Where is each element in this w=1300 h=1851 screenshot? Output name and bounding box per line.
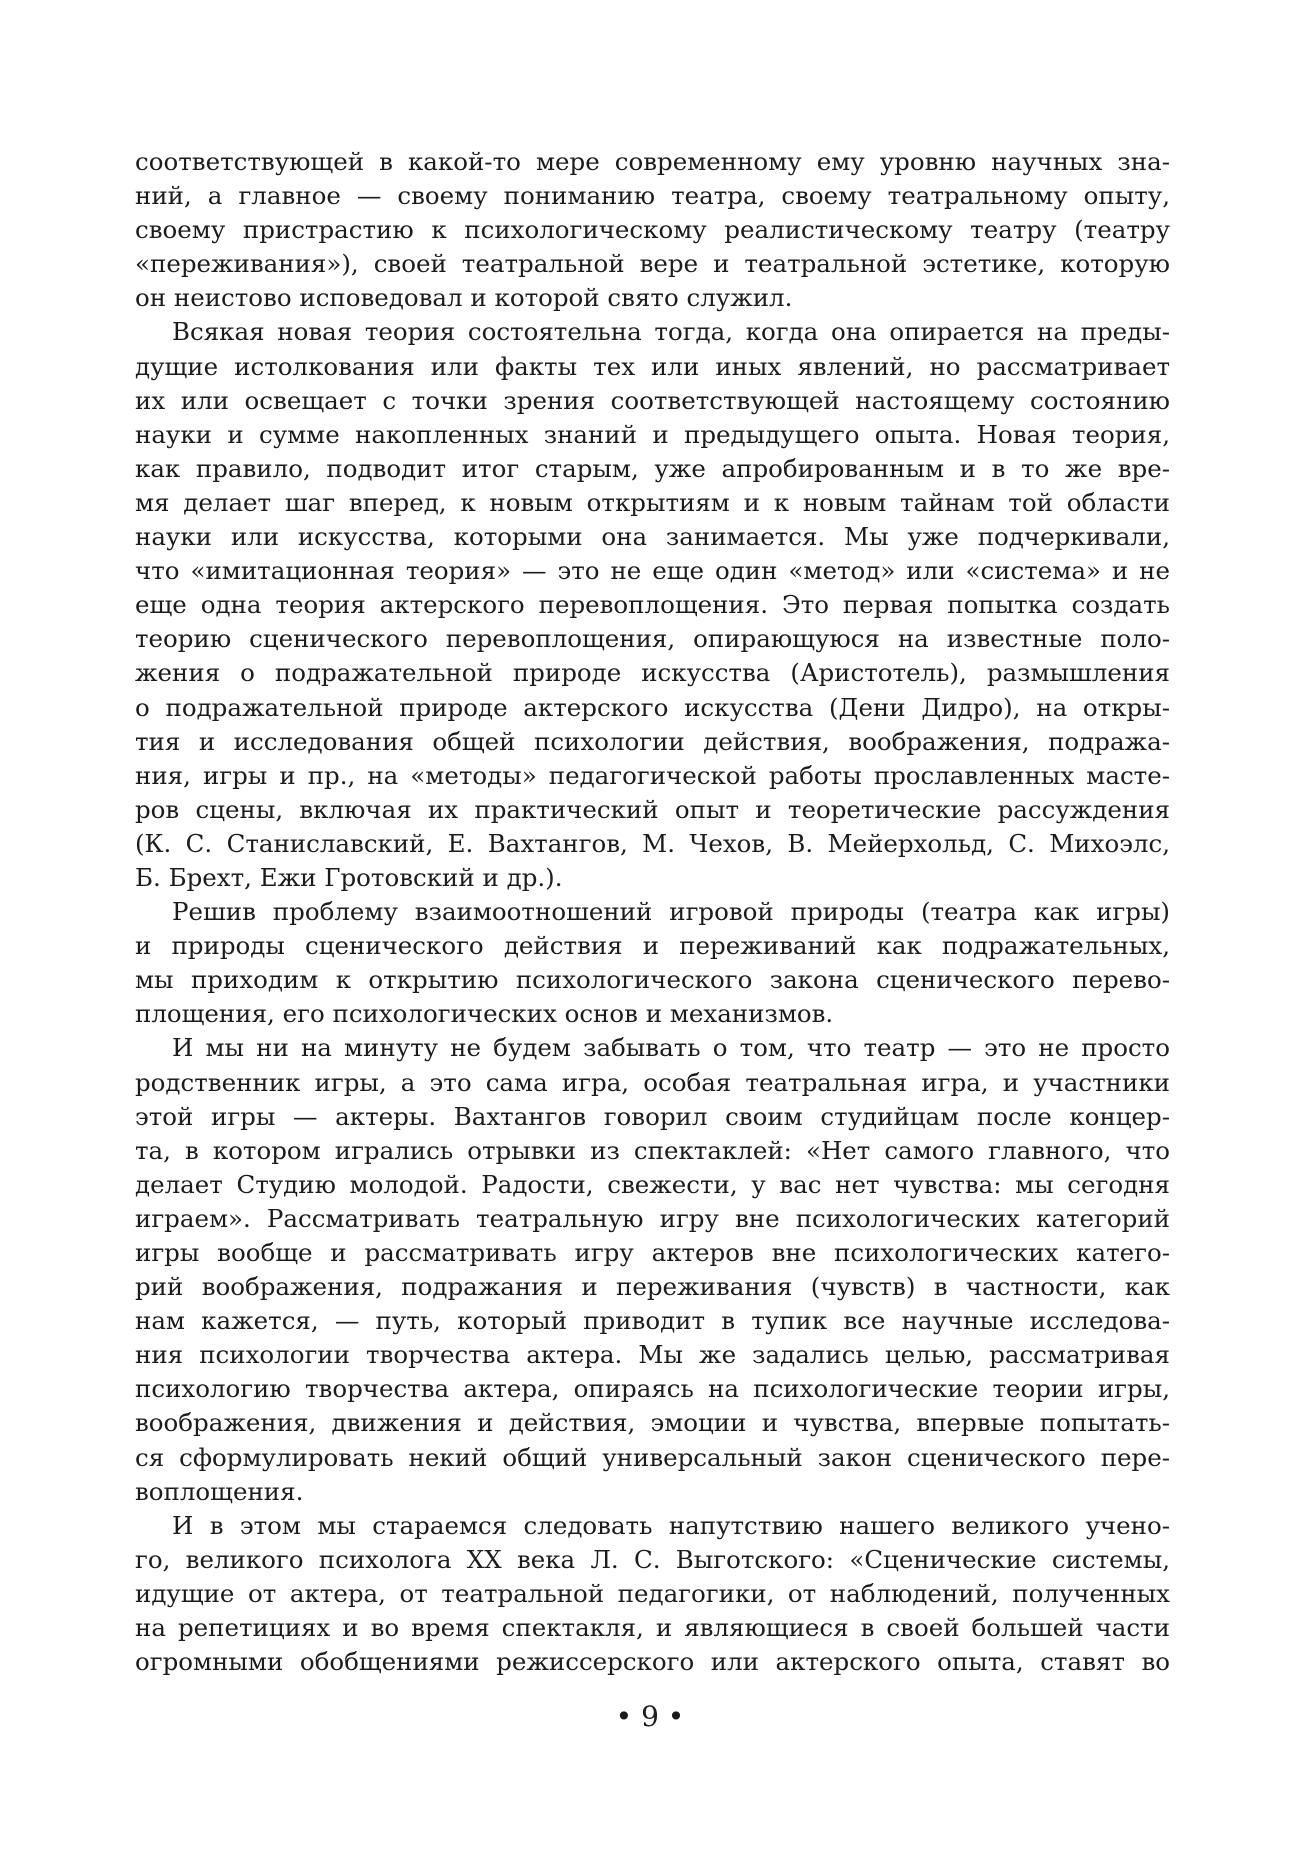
text-line: науки или искусства, которыми она занимается. Мы уже подчеркивали, bbox=[135, 522, 1170, 552]
text-line: игры вообще и рассматривать игру актеров вне психологических катего- bbox=[135, 1238, 1170, 1267]
text-line: Решив проблему взаимоотношений игровой природы (театра как игры) bbox=[172, 897, 1170, 927]
text-line: делает Студию молодой. Радости, свежести, у вас нет чувства: мы сегодня bbox=[135, 1169, 1170, 1199]
text-line: огромными обобщениями режиссерского или актерского опыта, ставят во bbox=[135, 1647, 1170, 1677]
paragraph bbox=[135, 315, 1170, 895]
text-line: дущие истолкования или факты тех или иных явлений, но рассматривает bbox=[135, 351, 1170, 381]
paragraph bbox=[135, 895, 1170, 1031]
text-line: на репетициях и во время спектакля, и являющиеся в своей большей части bbox=[135, 1613, 1170, 1643]
text-line: воплощения. bbox=[135, 1476, 304, 1506]
text-line: «переживания»), своей театральной вере и театральной эстетике, которую bbox=[135, 249, 1170, 279]
text-line: И в этом мы стараемся следовать напутствию нашего великого учено- bbox=[172, 1510, 1170, 1540]
text-line: площения, его психологических основ и механизмов. bbox=[135, 999, 834, 1029]
text-line: идущие от актера, от театральной педагогики, от наблюдений, полученных bbox=[135, 1578, 1170, 1608]
text-line: Всякая новая теория состоятельна тогда, когда она опирается на преды- bbox=[172, 317, 1170, 347]
paragraph bbox=[135, 1031, 1170, 1508]
text-line: этой игры — актеры. Вахтангов говорил своим студийцам после концер- bbox=[135, 1101, 1170, 1131]
text-line: родственник игры, а это сама игра, особая театральная игра, и участники bbox=[135, 1067, 1170, 1097]
text-line: ров сцены, включая их практический опыт и теоретические рассуждения bbox=[135, 794, 1170, 824]
text-line: (К. С. Станиславский, Е. Вахтангов, М. Чехов, В. Мейерхольд, С. Михоэлс, bbox=[135, 828, 1170, 858]
page-number: • 9 • bbox=[615, 1700, 685, 1733]
body-text bbox=[135, 145, 1170, 1679]
text-line: как правило, подводит итог старым, уже апробированным и в то же вре- bbox=[135, 453, 1170, 483]
text-line: ний, а главное — своему пониманию театра, своему театральному опыту, bbox=[135, 181, 1170, 211]
text-line: та, в котором игрались отрывки из спектаклей: «Нет самого главного, что bbox=[135, 1135, 1170, 1165]
text-line: И мы ни на минуту не будем забывать о том, что театр — это не просто bbox=[172, 1033, 1170, 1063]
text-line: го, великого психолога XX века Л. С. Выготского: «Сценические системы, bbox=[135, 1544, 1170, 1574]
text-line: психологию творчества актера, опираясь на психологические теории игры, bbox=[135, 1374, 1170, 1404]
text-line: что «имитационная теория» — это не еще один «метод» или «система» и не bbox=[135, 556, 1170, 586]
text-line: науки и сумме накопленных знаний и предыдущего опыта. Новая теория, bbox=[135, 419, 1170, 449]
text-line: мя делает шаг вперед, к новым открытиям и к новым тайнам той области bbox=[135, 487, 1170, 517]
text-line: нам кажется, — путь, который приводит в тупик все научные исследова- bbox=[135, 1306, 1170, 1336]
paragraph bbox=[135, 1509, 1170, 1679]
paragraph bbox=[135, 145, 1170, 315]
text-line: еще одна теория актерского перевоплощения. Это первая попытка создать bbox=[135, 590, 1170, 620]
text-line: мы приходим к открытию психологического закона сценического перево- bbox=[135, 965, 1170, 995]
text-line: тия и исследования общей психологии действия, воображения, подража- bbox=[135, 726, 1170, 756]
text-line: ния, игры и пр., на «методы» педагогической работы прославленных масте- bbox=[135, 760, 1170, 790]
text-line: соответствующей в какой-то мере современному ему уровню научных зна- bbox=[135, 147, 1170, 176]
text-line: теорию сценического перевоплощения, опирающуюся на известные поло- bbox=[135, 624, 1170, 654]
text-line: ния психологии творчества актера. Мы же задались целью, рассматривая bbox=[135, 1340, 1170, 1370]
text-line: Б. Брехт, Ежи Гротовский и др.). bbox=[135, 862, 563, 892]
text-line: их или освещает с точки зрения соответствующей настоящему состоянию bbox=[135, 385, 1170, 415]
text-line: и природы сценического действия и переживаний как подражательных, bbox=[135, 931, 1170, 961]
text-line: он неистово исповедовал и которой свято служил. bbox=[135, 283, 793, 313]
text-line: ся сформулировать некий общий универсальный закон сценического пере- bbox=[135, 1442, 1170, 1472]
text-line: своему пристрастию к психологическому реалистическому театру (театру bbox=[135, 215, 1170, 245]
text-line: рий воображения, подражания и переживания (чувств) в частности, как bbox=[135, 1272, 1170, 1302]
text-line: о подражательной природе актерского искусства (Дени Дидро), на откры- bbox=[135, 692, 1170, 722]
text-line: играем». Рассматривать театральную игру вне психологических категорий bbox=[135, 1203, 1170, 1233]
text-line: жения о подражательной природе искусства (Аристотель), размышления bbox=[135, 658, 1170, 688]
text-line: воображения, движения и действия, эмоции и чувства, впервые попытать- bbox=[135, 1408, 1170, 1438]
